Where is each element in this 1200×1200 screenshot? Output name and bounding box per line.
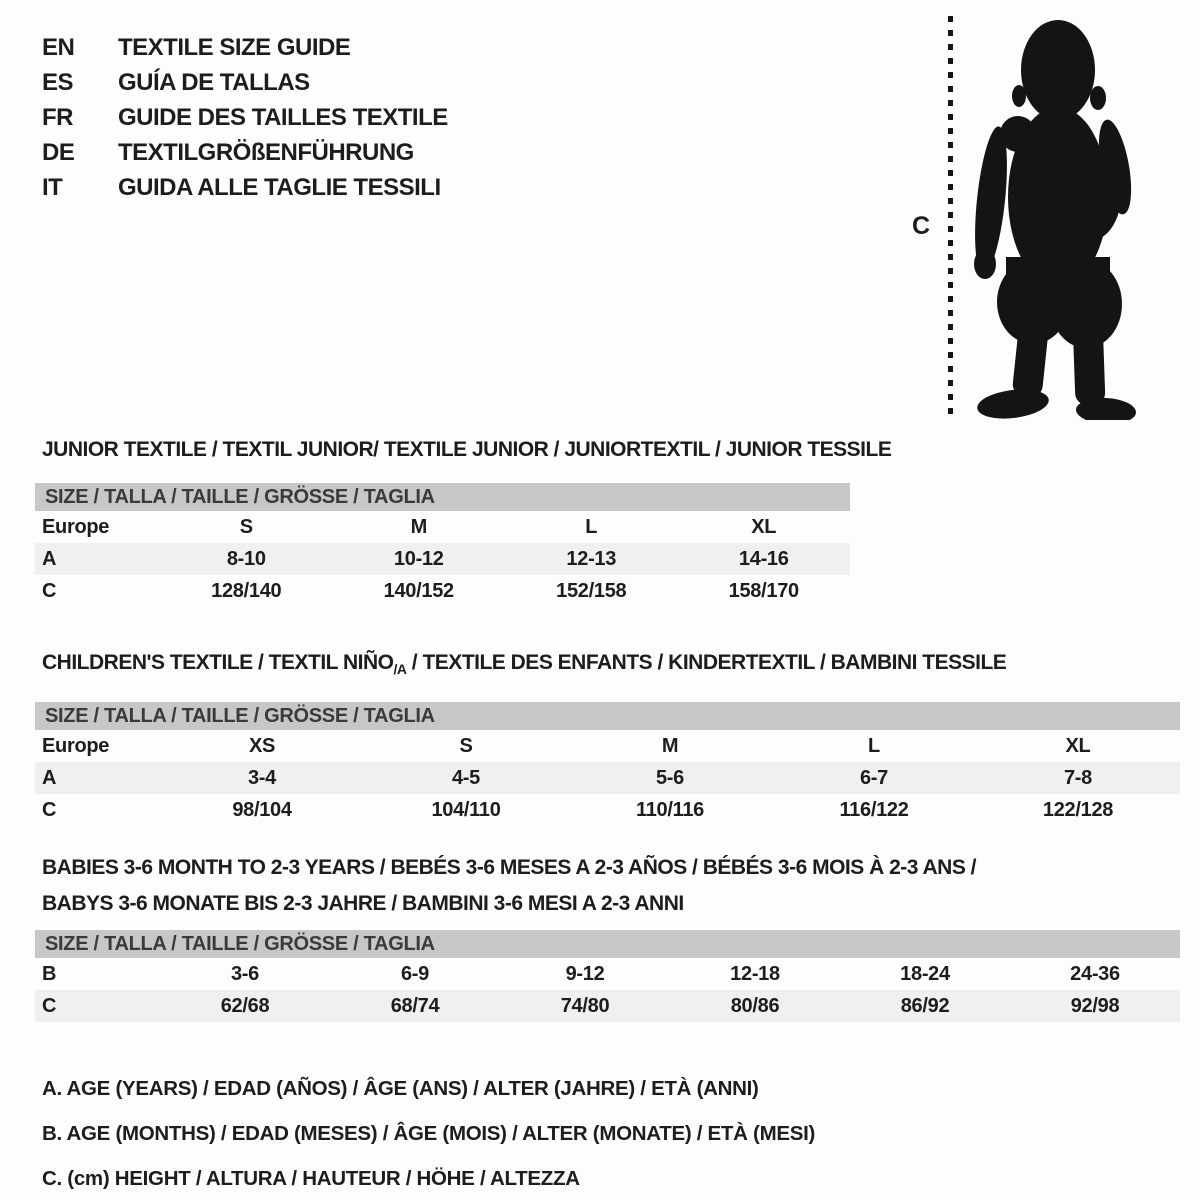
size-cell: 10-12 <box>393 547 444 570</box>
size-cell: S <box>239 515 253 538</box>
size-cell: M <box>661 734 679 757</box>
size-cell: 5-6 <box>655 766 684 789</box>
section-title-junior: JUNIOR TEXTILE / TEXTIL JUNIOR/ TEXTILE JUNIOR / JUNIORTEXTIL / JUNIOR TESSILE <box>42 438 892 461</box>
size-cell: 18-24 <box>900 962 950 985</box>
guide-title: TEXTILE SIZE GUIDE <box>118 33 351 61</box>
size-cell: 110/116 <box>636 798 704 821</box>
size-cell: 122/128 <box>1042 798 1114 821</box>
size-cell: 74/80 <box>560 994 610 1017</box>
row-label: Europe <box>42 734 110 757</box>
guide-title: TEXTILGRÖßENFÜHRUNG <box>118 138 414 166</box>
size-cell: 152/158 <box>556 579 627 602</box>
size-cell: 86/92 <box>900 994 950 1017</box>
table-row-age-years <box>35 543 850 575</box>
language-code: IT <box>42 173 63 201</box>
guide-title: GUIDA ALLE TAGLIE TESSILI <box>118 173 441 201</box>
size-cell: 3-4 <box>247 766 276 789</box>
row-label: C <box>42 798 57 821</box>
title-part: / TEXTILE DES ENFANTS / KINDERTEXTIL / BAMBINI TESSILE <box>406 651 1007 674</box>
guide-title: GUÍA DE TALLAS <box>118 68 310 96</box>
size-cell: 158/170 <box>728 579 799 602</box>
table-row-height-cm <box>35 794 1180 826</box>
size-cell: XS <box>248 734 276 757</box>
toddler-silhouette-icon <box>958 12 1148 420</box>
size-header-bar: SIZE / TALLA / TAILLE / GRÖSSE / TAGLIA <box>35 702 1180 730</box>
section-babies-textile <box>35 850 1180 1022</box>
size-cell: 3-6 <box>230 962 259 985</box>
size-cell: S <box>459 734 473 757</box>
row-label: A <box>42 547 57 570</box>
section-title-children <box>42 650 1180 682</box>
title-part: CHILDREN'S TEXTILE / TEXTIL NIÑO <box>42 651 394 674</box>
size-cell: XL <box>751 515 777 538</box>
table-row-age-years <box>35 762 1180 794</box>
size-cell: 9-12 <box>565 962 605 985</box>
height-dashed-line <box>948 16 953 418</box>
legend-height-cm: C. (cm) HEIGHT / ALTURA / HAUTEUR / HÖHE / ALTEZZA <box>42 1167 580 1190</box>
size-cell: 128/140 <box>211 579 282 602</box>
size-cell: 68/74 <box>390 994 440 1017</box>
guide-title: GUIDE DES TAILLES TEXTILE <box>118 103 448 131</box>
size-cell: 80/86 <box>730 994 780 1017</box>
row-label: C <box>42 994 57 1017</box>
table-row-height-cm <box>35 990 1180 1022</box>
size-cell: 6-9 <box>400 962 429 985</box>
size-cell: 98/104 <box>232 798 292 821</box>
title-line: BABYS 3-6 MONATE BIS 2-3 JAHRE / BAMBINI 3-6 MESI A 2-3 ANNI <box>42 892 684 915</box>
size-cell: M <box>410 515 427 538</box>
legend-age-months: B. AGE (MONTHS) / EDAD (MESES) / ÂGE (MOIS) / ALTER (MONATE) / ETÀ (MESI) <box>42 1122 816 1145</box>
size-cell: L <box>585 515 598 538</box>
size-cell: XL <box>1065 734 1091 757</box>
table-row-height-cm <box>35 575 850 607</box>
size-cell: 8-10 <box>226 547 266 570</box>
table-row-age-months <box>35 958 1180 990</box>
size-cell: 92/98 <box>1070 994 1120 1017</box>
row-label: A <box>42 766 57 789</box>
language-code: ES <box>42 68 74 96</box>
size-header-bar: SIZE / TALLA / TAILLE / GRÖSSE / TAGLIA <box>35 930 1180 958</box>
section-title-babies <box>42 850 1180 922</box>
size-cell: L <box>868 734 880 757</box>
size-cell: 4-5 <box>451 766 480 789</box>
section-childrens-textile <box>35 650 1180 826</box>
size-cell: 14-16 <box>738 547 789 570</box>
measurement-legend <box>42 1066 815 1200</box>
language-code: FR <box>42 103 73 131</box>
title-subscript: /A <box>393 661 407 678</box>
size-cell: 12-13 <box>566 547 617 570</box>
section-junior-textile <box>35 437 892 607</box>
table-row-europe <box>35 511 850 543</box>
height-measure-figure <box>0 0 1200 430</box>
size-header-bar: SIZE / TALLA / TAILLE / GRÖSSE / TAGLIA <box>35 483 850 511</box>
size-cell: 7-8 <box>1063 766 1092 789</box>
row-label: C <box>42 579 57 602</box>
size-cell: 104/110 <box>431 798 501 821</box>
size-cell: 140/152 <box>383 579 454 602</box>
table-row-europe <box>35 730 1180 762</box>
size-cell: 12-18 <box>730 962 780 985</box>
size-cell: 6-7 <box>859 766 888 789</box>
language-code: DE <box>42 138 75 166</box>
row-label: Europe <box>42 515 110 538</box>
height-measure-label: C <box>912 212 931 240</box>
size-cell: 62/68 <box>220 994 270 1017</box>
legend-age-years: A. AGE (YEARS) / EDAD (AÑOS) / ÂGE (ANS) / ALTER (JAHRE) / ETÀ (ANNI) <box>42 1077 759 1100</box>
size-cell: 116/122 <box>839 798 909 821</box>
language-code: EN <box>42 33 75 61</box>
row-label: B <box>42 962 57 985</box>
size-cell: 24-36 <box>1070 962 1120 985</box>
title-line: BABIES 3-6 MONTH TO 2-3 YEARS / BEBÉS 3-6 MESES A 2-3 AÑOS / BÉBÉS 3-6 MOIS À 2-3 ANS / <box>42 856 977 879</box>
